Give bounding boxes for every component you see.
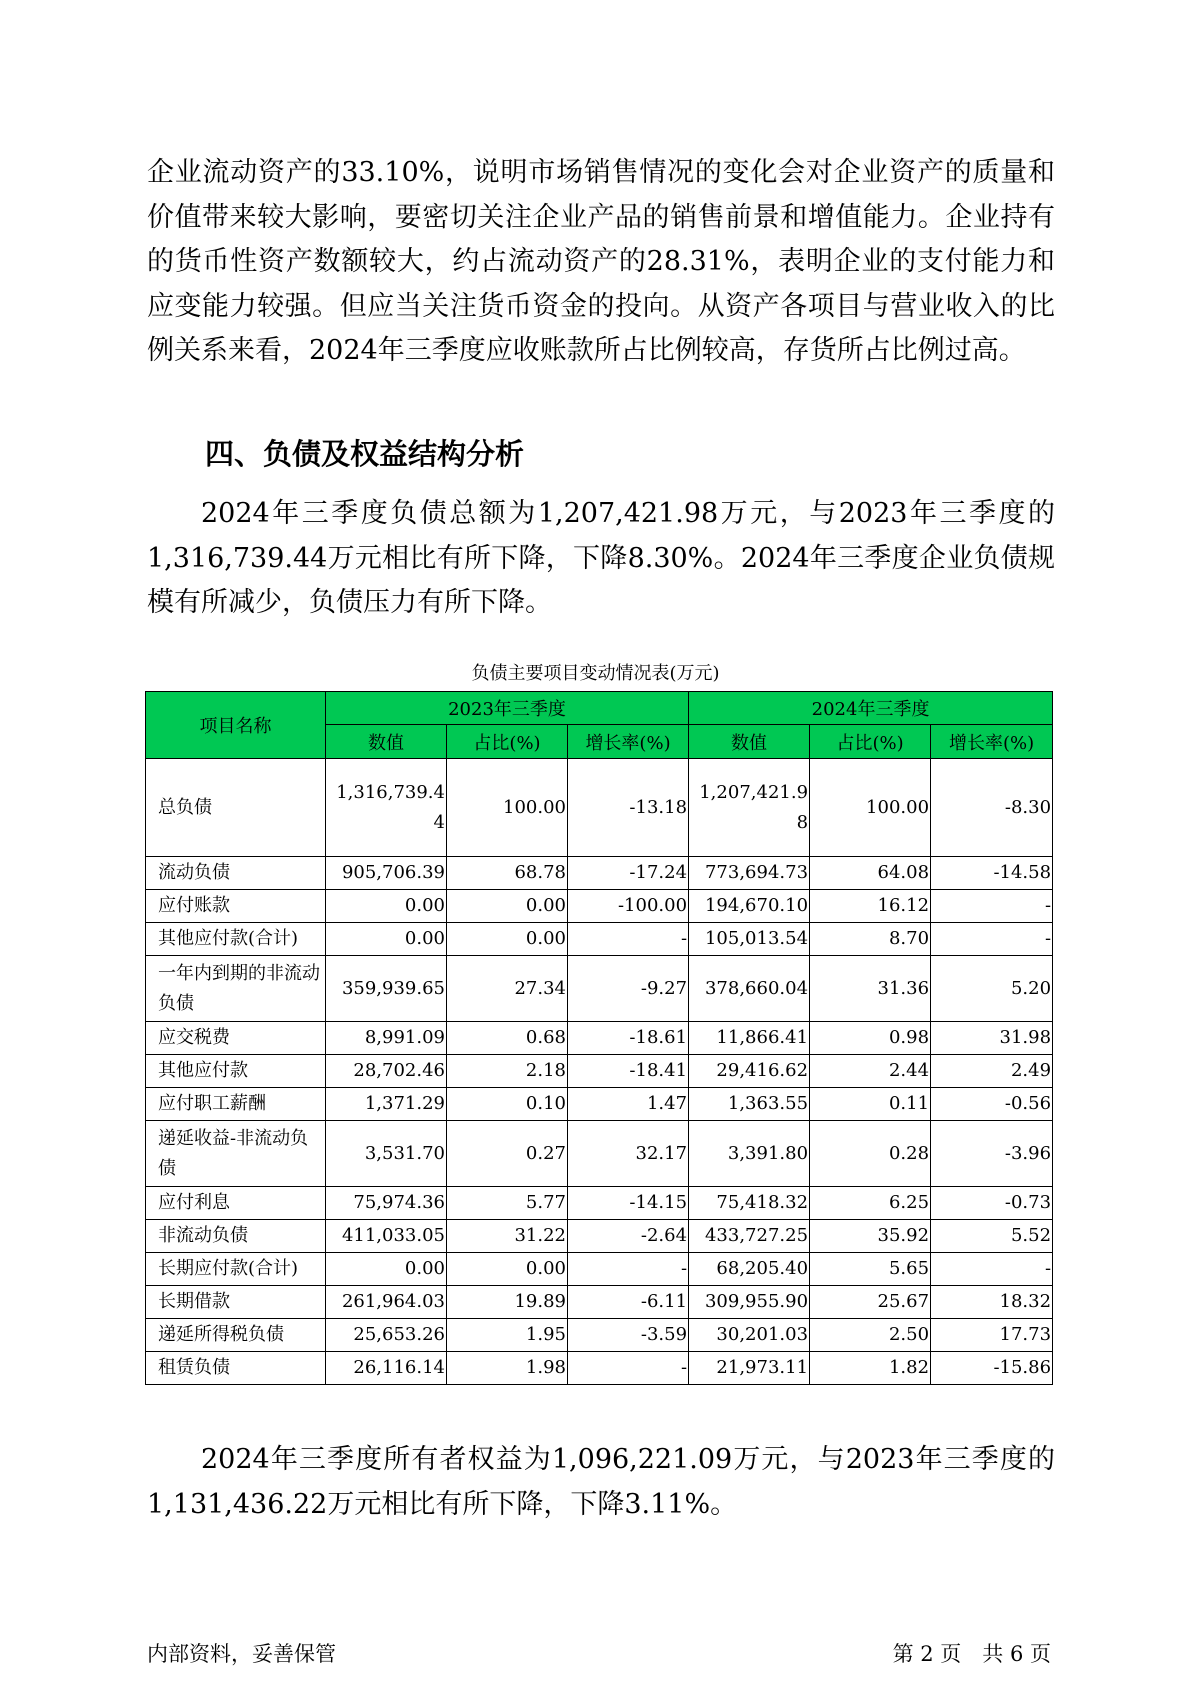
cell-v24: 105,013.54 — [689, 923, 810, 956]
table-row — [146, 1352, 1053, 1385]
cell-s23: 0.00 — [447, 1253, 568, 1286]
table-row — [146, 1220, 1053, 1253]
table-row — [146, 1253, 1053, 1286]
cell-v24: 773,694.73 — [689, 857, 810, 890]
cell-g23: -100.00 — [568, 890, 689, 923]
cell-s23: 0.27 — [447, 1121, 568, 1187]
cell-g23: 1.47 — [568, 1088, 689, 1121]
cell-g24: - — [931, 1253, 1053, 1286]
cell-g24: -14.58 — [931, 857, 1053, 890]
cell-v24: 433,727.25 — [689, 1220, 810, 1253]
paragraph-liabilities: 2024年三季度负债总额为1,207,421.98万元，与2023年三季度的1,316,739.44万元相比有所下降，下降8.30%。2024年三季度企业负债规模有所减少，负债压力有所下降。 — [147, 498, 1055, 618]
table-row — [146, 1022, 1053, 1055]
cell-g23: -13.18 — [568, 759, 689, 857]
cell-v24: 3,391.80 — [689, 1121, 810, 1187]
row-item-name: 应付职工薪酬 — [146, 1088, 326, 1121]
header-2024: 2024年三季度 — [689, 692, 1053, 725]
row-item-name: 非流动负债 — [146, 1220, 326, 1253]
footer-note: 内部资料，妥善保管 — [147, 1642, 336, 1666]
cell-s24: 31.36 — [810, 956, 931, 1022]
table-row — [146, 956, 1053, 1022]
header-item-name: 项目名称 — [146, 692, 326, 759]
cell-g24: 18.32 — [931, 1286, 1053, 1319]
table-title: 负债主要项目变动情况表(万元) — [471, 663, 720, 684]
cell-g24: 31.98 — [931, 1022, 1053, 1055]
cell-s23: 31.22 — [447, 1220, 568, 1253]
cell-v23: 26,116.14 — [326, 1352, 447, 1385]
cell-s24: 35.92 — [810, 1220, 931, 1253]
cell-g23: - — [568, 1352, 689, 1385]
table-row — [146, 1088, 1053, 1121]
cell-g24: 2.49 — [931, 1055, 1053, 1088]
subheader-share-2023: 占比(%) — [447, 725, 568, 759]
cell-s24: 2.50 — [810, 1319, 931, 1352]
cell-v23: 25,653.26 — [326, 1319, 447, 1352]
row-item-name: 应付账款 — [146, 890, 326, 923]
cell-g24: -0.56 — [931, 1088, 1053, 1121]
cell-s24: 100.00 — [810, 759, 931, 857]
cell-s24: 16.12 — [810, 890, 931, 923]
cell-v24: 1,207,421.98 — [689, 759, 810, 857]
cell-g23: -2.64 — [568, 1220, 689, 1253]
cell-v24: 309,955.90 — [689, 1286, 810, 1319]
table-row — [146, 1187, 1053, 1220]
cell-s24: 0.28 — [810, 1121, 931, 1187]
cell-s23: 68.78 — [447, 857, 568, 890]
cell-v23: 0.00 — [326, 923, 447, 956]
row-item-name: 长期应付款(合计) — [146, 1253, 326, 1286]
cell-v23: 1,371.29 — [326, 1088, 447, 1121]
cell-v23: 75,974.36 — [326, 1187, 447, 1220]
cell-g24: -0.73 — [931, 1187, 1053, 1220]
subheader-share-2024: 占比(%) — [810, 725, 931, 759]
cell-g23: - — [568, 1253, 689, 1286]
cell-s23: 0.10 — [447, 1088, 568, 1121]
cell-v24: 29,416.62 — [689, 1055, 810, 1088]
cell-s24: 64.08 — [810, 857, 931, 890]
cell-g24: - — [931, 923, 1053, 956]
subheader-value-2024: 数值 — [689, 725, 810, 759]
cell-g24: 17.73 — [931, 1319, 1053, 1352]
table-row — [146, 890, 1053, 923]
cell-s24: 6.25 — [810, 1187, 931, 1220]
row-item-name: 租赁负债 — [146, 1352, 326, 1385]
cell-v24: 75,418.32 — [689, 1187, 810, 1220]
paragraph-equity: 2024年三季度所有者权益为1,096,221.09万元，与2023年三季度的1,131,436.22万元相比有所下降，下降3.11%。 — [147, 1444, 1055, 1520]
cell-g24: 5.20 — [931, 956, 1053, 1022]
cell-g23: -14.15 — [568, 1187, 689, 1220]
cell-s23: 0.68 — [447, 1022, 568, 1055]
row-item-name: 流动负债 — [146, 857, 326, 890]
row-item-name: 一年内到期的非流动负债 — [146, 956, 326, 1022]
cell-v23: 0.00 — [326, 1253, 447, 1286]
paragraph-asset-summary: 企业流动资产的33.10%，说明市场销售情况的变化会对企业资产的质量和价值带来较大影响，要密切关注企业产品的销售前景和增值能力。企业持有的货币性资产数额较大，约占流动资产的28.31%，表明企业的支付能力和应变能力较强。但应当关注货币资金的投向。从资产各项目与营业收入的比例关系来看，2024年三季度应收账款所占比例较高，存货所占比例过高。 — [147, 157, 1055, 366]
table-row — [146, 1286, 1053, 1319]
subheader-growth-2024: 增长率(%) — [931, 725, 1053, 759]
row-item-name: 递延所得税负债 — [146, 1319, 326, 1352]
cell-s23: 100.00 — [447, 759, 568, 857]
cell-v23: 261,964.03 — [326, 1286, 447, 1319]
table-row — [146, 1121, 1053, 1187]
cell-s24: 5.65 — [810, 1253, 931, 1286]
table-row — [146, 1055, 1053, 1088]
row-item-name: 应交税费 — [146, 1022, 326, 1055]
row-item-name: 总负债 — [146, 759, 326, 857]
cell-v23: 411,033.05 — [326, 1220, 447, 1253]
cell-s24: 0.11 — [810, 1088, 931, 1121]
cell-v24: 194,670.10 — [689, 890, 810, 923]
page-number: 第 2 页 共 6 页 — [892, 1642, 1051, 1666]
row-item-name: 长期借款 — [146, 1286, 326, 1319]
cell-v24: 68,205.40 — [689, 1253, 810, 1286]
cell-g24: 5.52 — [931, 1220, 1053, 1253]
table-row — [146, 1319, 1053, 1352]
cell-s23: 1.95 — [447, 1319, 568, 1352]
cell-s24: 0.98 — [810, 1022, 931, 1055]
cell-v24: 21,973.11 — [689, 1352, 810, 1385]
cell-s23: 2.18 — [447, 1055, 568, 1088]
cell-v23: 28,702.46 — [326, 1055, 447, 1088]
table-header-row — [146, 692, 1053, 725]
cell-g24: - — [931, 890, 1053, 923]
cell-s24: 2.44 — [810, 1055, 931, 1088]
cell-g24: -3.96 — [931, 1121, 1053, 1187]
header-2023: 2023年三季度 — [326, 692, 689, 725]
cell-g23: -9.27 — [568, 956, 689, 1022]
row-item-name: 其他应付款 — [146, 1055, 326, 1088]
table-row — [146, 857, 1053, 890]
cell-v24: 378,660.04 — [689, 956, 810, 1022]
table-row — [146, 759, 1053, 857]
cell-g23: -18.41 — [568, 1055, 689, 1088]
cell-v23: 1,316,739.44 — [326, 759, 447, 857]
cell-g24: -15.86 — [931, 1352, 1053, 1385]
cell-g23: -6.11 — [568, 1286, 689, 1319]
row-item-name: 其他应付款(合计) — [146, 923, 326, 956]
cell-v23: 0.00 — [326, 890, 447, 923]
cell-v23: 905,706.39 — [326, 857, 447, 890]
cell-v23: 3,531.70 — [326, 1121, 447, 1187]
row-item-name: 递延收益-非流动负债 — [146, 1121, 326, 1187]
cell-v24: 30,201.03 — [689, 1319, 810, 1352]
cell-s23: 1.98 — [447, 1352, 568, 1385]
cell-g23: -17.24 — [568, 857, 689, 890]
cell-s23: 0.00 — [447, 890, 568, 923]
cell-s23: 0.00 — [447, 923, 568, 956]
table-row — [146, 923, 1053, 956]
subheader-value-2023: 数值 — [326, 725, 447, 759]
cell-s23: 19.89 — [447, 1286, 568, 1319]
liabilities-table — [145, 691, 1053, 1385]
cell-g23: - — [568, 923, 689, 956]
cell-g23: -3.59 — [568, 1319, 689, 1352]
row-item-name: 应付利息 — [146, 1187, 326, 1220]
cell-s24: 25.67 — [810, 1286, 931, 1319]
subheader-growth-2023: 增长率(%) — [568, 725, 689, 759]
cell-v23: 8,991.09 — [326, 1022, 447, 1055]
cell-s23: 5.77 — [447, 1187, 568, 1220]
cell-g23: -18.61 — [568, 1022, 689, 1055]
cell-s24: 1.82 — [810, 1352, 931, 1385]
cell-g24: -8.30 — [931, 759, 1053, 857]
cell-s24: 8.70 — [810, 923, 931, 956]
section-heading: 四、负债及权益结构分析 — [205, 437, 525, 471]
cell-v23: 359,939.65 — [326, 956, 447, 1022]
cell-s23: 27.34 — [447, 956, 568, 1022]
cell-g23: 32.17 — [568, 1121, 689, 1187]
cell-v24: 11,866.41 — [689, 1022, 810, 1055]
cell-v24: 1,363.55 — [689, 1088, 810, 1121]
table-body — [146, 759, 1053, 1385]
